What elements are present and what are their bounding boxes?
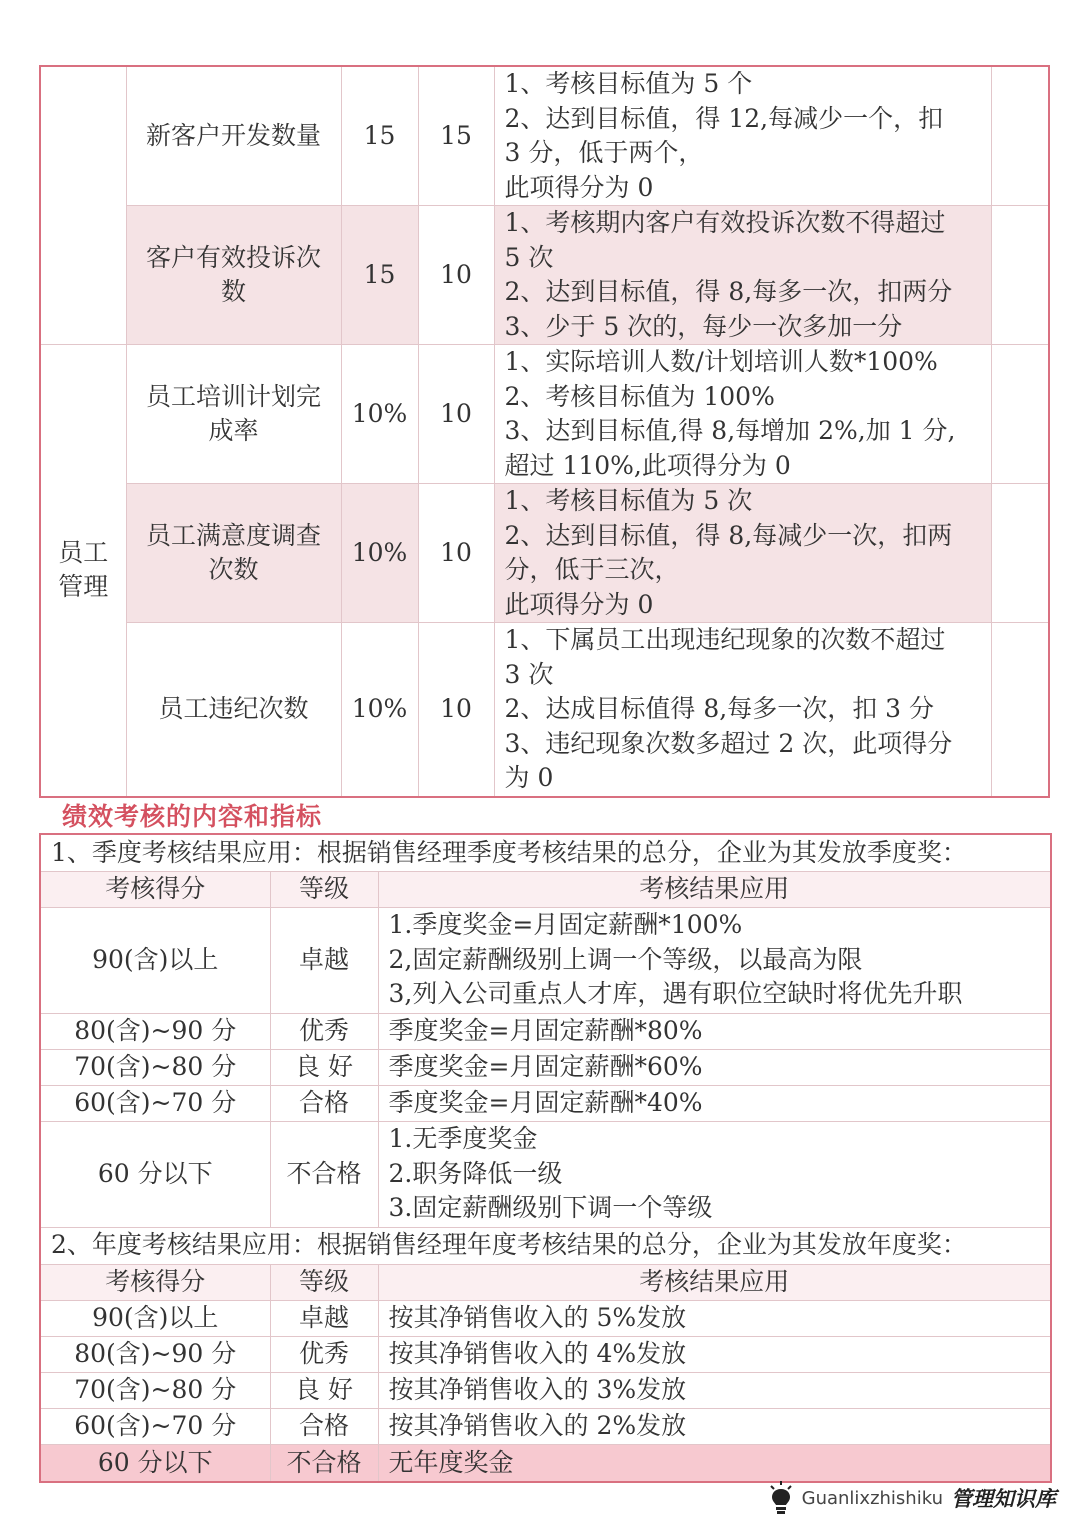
item-cell: 员工培训计划完 成率 (126, 345, 341, 484)
header-score: 考核得分 (40, 1264, 270, 1300)
score-cell: 90(含)以上 (40, 907, 270, 1013)
criteria-cell: 1、下属员工出现违纪现象的次数不超过 3 次 2、达成目标值得 8,每多一次，扣 3 分 3、违纪现象次数多超过 2 次，此项得分 为 0 (494, 623, 991, 797)
table-row (40, 1336, 1051, 1372)
item-cell: 员工满意度调查 次数 (126, 484, 341, 623)
result-cell: 季度奖金=月固定薪酬*40% (378, 1085, 1051, 1121)
item-cell: 员工违纪次数 (126, 623, 341, 797)
score-cell: 60 分以下 (40, 1444, 270, 1482)
header-row (40, 1264, 1051, 1300)
table-row (40, 1049, 1051, 1085)
score-cell: 80(含)~90 分 (40, 1336, 270, 1372)
table-row (40, 66, 1049, 206)
result-cell: 季度奖金=月固定薪酬*60% (378, 1049, 1051, 1085)
table-row (40, 345, 1049, 484)
weight-cell: 15 (341, 206, 418, 345)
grade-cell: 不合格 (270, 1444, 378, 1482)
weight-cell: 10% (341, 623, 418, 797)
score-cell: 10 (418, 623, 494, 797)
grade-cell: 良 好 (270, 1049, 378, 1085)
criteria-cell: 1、考核目标值为 5 个 2、达到目标值，得 12,每减少一个，扣 3 分，低于两个， 此项得分为 0 (494, 66, 991, 206)
table-row (40, 907, 1051, 1013)
result-cell: 1.季度奖金=月固定薪酬*100% 2,固定薪酬级别上调一个等级，以最高为限 3,列入公司重点人才库，遇有职位空缺时将优先升职 (378, 907, 1051, 1013)
weight-cell: 10% (341, 345, 418, 484)
header-result: 考核结果应用 (378, 1264, 1051, 1300)
score-cell: 70(含)~80 分 (40, 1049, 270, 1085)
table-row (40, 1408, 1051, 1444)
lightbulb-icon (768, 1480, 794, 1516)
extra-cell (991, 66, 1049, 206)
header-result: 考核结果应用 (378, 871, 1051, 907)
result-cell: 按其净销售收入的 5%发放 (378, 1300, 1051, 1336)
section-title: 绩效考核的内容和指标 (62, 802, 323, 831)
table-row (40, 1372, 1051, 1408)
quarterly-intro-row (40, 834, 1051, 871)
header-row (40, 871, 1051, 907)
table-row (40, 1121, 1051, 1227)
extra-cell (991, 206, 1049, 345)
footer-brand (768, 1480, 1056, 1516)
score-cell: 70(含)~80 分 (40, 1372, 270, 1408)
table-row (40, 1013, 1051, 1049)
grade-cell: 优秀 (270, 1336, 378, 1372)
category-cell: 员工 管理 (40, 345, 126, 797)
result-cell: 1.无季度奖金 2.职务降低一级 3.固定薪酬级别下调一个等级 (378, 1121, 1051, 1227)
score-cell: 90(含)以上 (40, 1300, 270, 1336)
score-cell: 10 (418, 345, 494, 484)
item-cell: 客户有效投诉次 数 (126, 206, 341, 345)
brand-cn: 管理知识库 (951, 1486, 1056, 1511)
weight-cell: 15 (341, 66, 418, 206)
annual-intro: 2、年度考核结果应用：根据销售经理年度考核结果的总分，企业为其发放年度奖： (40, 1227, 1051, 1264)
score-cell: 10 (418, 206, 494, 345)
grade-cell: 优秀 (270, 1013, 378, 1049)
extra-cell (991, 484, 1049, 623)
header-grade: 等级 (270, 1264, 378, 1300)
table-row (40, 206, 1049, 345)
result-cell: 无年度奖金 (378, 1444, 1051, 1482)
grade-cell: 合格 (270, 1408, 378, 1444)
header-score: 考核得分 (40, 871, 270, 907)
grade-cell: 卓越 (270, 907, 378, 1013)
score-cell: 60(含)~70 分 (40, 1085, 270, 1121)
result-cell: 季度奖金=月固定薪酬*80% (378, 1013, 1051, 1049)
table-row (40, 623, 1049, 797)
criteria-cell: 1、实际培训人数/计划培训人数*100% 2、考核目标值为 100% 3、达到目标值,得 8,每增加 2%,加 1 分, 超过 110%,此项得分为 0 (494, 345, 991, 484)
quarterly-intro: 1、季度考核结果应用：根据销售经理季度考核结果的总分，企业为其发放季度奖： (40, 834, 1051, 871)
category-cell (40, 66, 126, 345)
extra-cell (991, 345, 1049, 484)
brand-en: Guanlixzhishiku (801, 1487, 943, 1509)
table-row (40, 1085, 1051, 1121)
result-cell: 按其净销售收入的 3%发放 (378, 1372, 1051, 1408)
table-row (40, 1444, 1051, 1482)
grade-cell: 合格 (270, 1085, 378, 1121)
result-cell: 按其净销售收入的 4%发放 (378, 1336, 1051, 1372)
weight-cell: 10% (341, 484, 418, 623)
table-row (40, 1300, 1051, 1336)
extra-cell (991, 623, 1049, 797)
item-cell: 新客户开发数量 (126, 66, 341, 206)
result-cell: 按其净销售收入的 2%发放 (378, 1408, 1051, 1444)
table-row (40, 484, 1049, 623)
grade-cell: 不合格 (270, 1121, 378, 1227)
score-cell: 10 (418, 484, 494, 623)
criteria-cell: 1、考核期内客户有效投诉次数不得超过 5 次 2、达到目标值，得 8,每多一次，扣两分 3、少于 5 次的，每少一次多加一分 (494, 206, 991, 345)
grade-cell: 卓越 (270, 1300, 378, 1336)
kpi-table (39, 65, 1050, 798)
grade-cell: 良 好 (270, 1372, 378, 1408)
score-cell: 80(含)~90 分 (40, 1013, 270, 1049)
annual-intro-row (40, 1227, 1051, 1264)
score-cell: 15 (418, 66, 494, 206)
criteria-cell: 1、考核目标值为 5 次 2、达到目标值，得 8,每减少一次，扣两 分，低于三次， 此项得分为 0 (494, 484, 991, 623)
score-cell: 60(含)~70 分 (40, 1408, 270, 1444)
header-grade: 等级 (270, 871, 378, 907)
result-application-table (39, 833, 1052, 1483)
score-cell: 60 分以下 (40, 1121, 270, 1227)
